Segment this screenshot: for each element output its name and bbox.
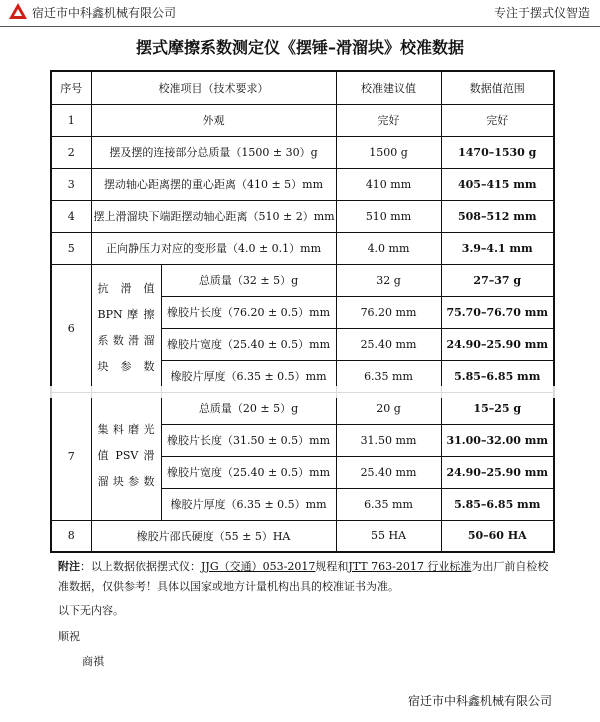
row-value: 410 mm	[336, 168, 441, 200]
table-row	[51, 200, 554, 232]
header-slogan: 专注于摆式仪智造	[493, 6, 590, 20]
table-row	[51, 168, 554, 200]
group7-label: 集 料 磨 光 值 PSV 滑 溜 块 参 数	[91, 392, 161, 520]
row-item: 橡胶片宽度（25.40 ± 0.5）mm	[161, 456, 336, 488]
row-item: 外观	[91, 104, 336, 136]
row-item: 总质量（32 ± 5）g	[161, 264, 336, 296]
closing-business: 商祺	[82, 655, 104, 668]
group6-label: 抗 滑 值 BPN 摩 擦 系 数 滑 溜 块参数	[91, 264, 161, 392]
row-range: 15–25 g	[441, 392, 554, 424]
row-value: 55 HA	[336, 520, 441, 552]
row-value: 20 g	[336, 392, 441, 424]
standard-reference-2: JTT 763-2017 行业标准	[348, 560, 472, 573]
table-header-row	[51, 71, 554, 104]
row-value: 32 g	[336, 264, 441, 296]
row-item: 橡胶片厚度（6.35 ± 0.5）mm	[161, 360, 336, 392]
row-item: 正向静压力对应的变形量（4.0 ± 0.1）mm	[91, 232, 336, 264]
row-range: 75.70–76.70 mm	[441, 296, 554, 328]
company-logo-icon	[8, 2, 28, 20]
table-row	[51, 264, 554, 296]
page-header	[0, 0, 600, 27]
row-range: 27–37 g	[441, 264, 554, 296]
row-item: 橡胶片厚度（6.35 ± 0.5）mm	[161, 488, 336, 520]
footnote-label: 附注	[58, 560, 80, 573]
row-range: 24.90–25.90 mm	[441, 456, 554, 488]
row-value: 31.50 mm	[336, 424, 441, 456]
row-range: 24.90–25.90 mm	[441, 328, 554, 360]
group6-no: 6	[51, 264, 91, 392]
table-row	[51, 136, 554, 168]
scan-artifact-band	[0, 386, 600, 398]
row-no: 5	[51, 232, 91, 264]
row-value: 510 mm	[336, 200, 441, 232]
row-no: 4	[51, 200, 91, 232]
row-range: 1470–1530 g	[441, 136, 554, 168]
row-value: 完好	[336, 104, 441, 136]
footer-company-name: 宿迁市中科鑫机械有限公司	[407, 694, 552, 708]
row-range: 405–415 mm	[441, 168, 554, 200]
footnote	[58, 557, 558, 597]
row-range: 3.9–4.1 mm	[441, 232, 554, 264]
row-value: 6.35 mm	[336, 488, 441, 520]
table-row	[51, 232, 554, 264]
standard-reference-1: JJG（交通）053-2017	[201, 560, 316, 573]
footnote-text-3: 为出厂前自检校准数据，仅供参考！具体以国家或地方计量机构出具的校准证书为准。	[58, 560, 549, 593]
header-no: 序号	[51, 71, 91, 104]
footnote-text-1: ：以上数据依据摆式仪：	[80, 560, 201, 573]
row-value: 1500 g	[336, 136, 441, 168]
group7-no: 7	[51, 392, 91, 520]
row-no: 3	[51, 168, 91, 200]
row-item: 总质量（20 ± 5）g	[161, 392, 336, 424]
header-value: 校准建议值	[336, 71, 441, 104]
row-range: 508–512 mm	[441, 200, 554, 232]
document-title: 摆式摩擦系数测定仪《摆锤–滑溜块》校准数据	[135, 38, 464, 57]
row-range: 5.85–6.85 mm	[441, 488, 554, 520]
row-item: 橡胶片长度（31.50 ± 0.5）mm	[161, 424, 336, 456]
row-value: 4.0 mm	[336, 232, 441, 264]
table-row	[51, 104, 554, 136]
header-company-name: 宿迁市中科鑫机械有限公司	[32, 6, 177, 20]
row-item: 摆上滑溜块下端距摆动轴心距离（510 ± 2）mm	[91, 200, 336, 232]
row-range: 5.85–6.85 mm	[441, 360, 554, 392]
end-of-content: 以下无内容。	[58, 604, 124, 617]
row-item: 橡胶片宽度（25.40 ± 0.5）mm	[161, 328, 336, 360]
row-range: 完好	[441, 104, 554, 136]
row-value: 76.20 mm	[336, 296, 441, 328]
closing-regards: 顺祝	[58, 630, 80, 643]
row-no: 2	[51, 136, 91, 168]
row-item: 摆动轴心距离摆的重心距离（410 ± 5）mm	[91, 168, 336, 200]
row-no: 1	[51, 104, 91, 136]
row-item: 摆及摆的连接部分总质量（1500 ± 30）g	[91, 136, 336, 168]
row-range: 50–60 HA	[441, 520, 554, 552]
header-item: 校准项目（技术要求）	[91, 71, 336, 104]
row-item: 橡胶片邵氏硬度（55 ± 5）HA	[91, 520, 336, 552]
row-item: 橡胶片长度（76.20 ± 0.5）mm	[161, 296, 336, 328]
row-range: 31.00–32.00 mm	[441, 424, 554, 456]
row-no: 8	[51, 520, 91, 552]
row-value: 25.40 mm	[336, 328, 441, 360]
calibration-table	[50, 70, 555, 553]
table-row	[51, 520, 554, 552]
footnote-text-2: 规程和	[315, 560, 349, 573]
header-range: 数据值范围	[441, 71, 554, 104]
row-value: 6.35 mm	[336, 360, 441, 392]
row-value: 25.40 mm	[336, 456, 441, 488]
